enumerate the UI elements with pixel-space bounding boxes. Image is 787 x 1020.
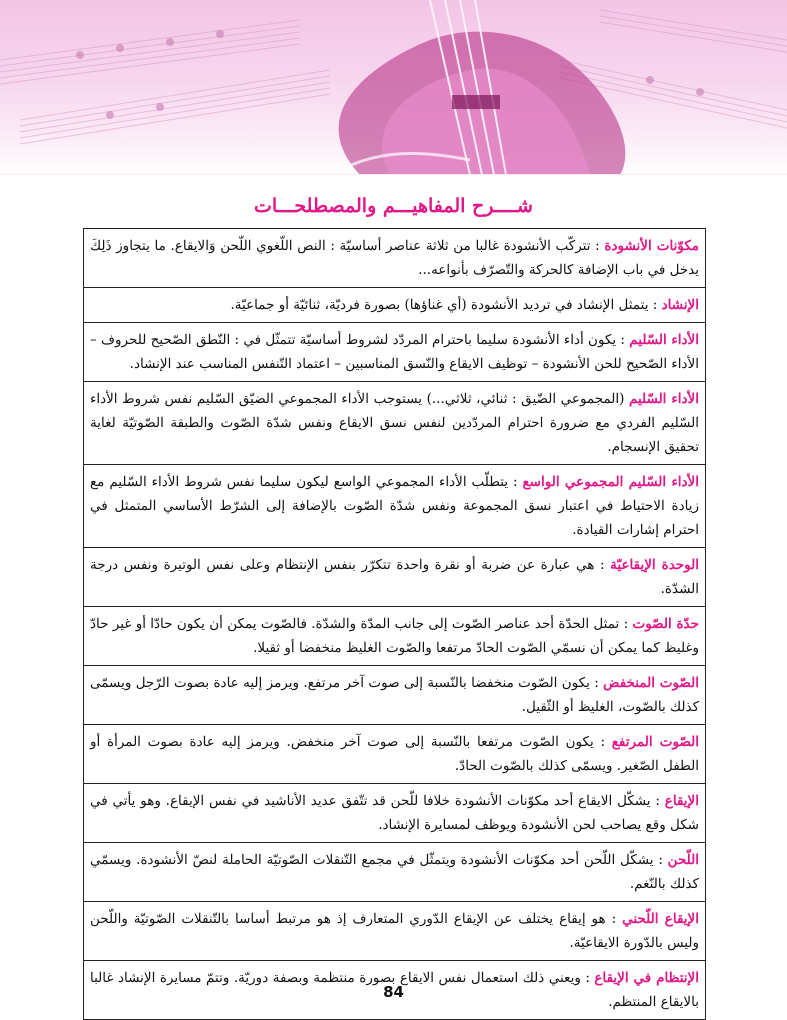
term-separator: : <box>508 474 523 490</box>
glossary-term: الوحدة الإيقاعيّة <box>610 557 699 573</box>
term-separator: : <box>619 616 633 632</box>
term-separator: : <box>589 675 604 691</box>
glossary-definition: يشكّل اللّحن أحد مكوّنات الأنشودة ويتمثّل في مجمع التّنقلات الصّوتيّة الحاملة لنصّ الأنشودة. ويسمّي كذلك بالنّغم. <box>90 852 699 892</box>
glossary-term: الإيقاع <box>664 793 699 809</box>
term-separator: : <box>590 238 605 254</box>
glossary-definition: يتطلّب الأداء المجموعي الواسع ليكون سليما نفس شروط الأداء السّليم مع زيادة الاحتياط في اعتبار نسق المجموعة ونفس شدّة الصّوت بالإضافة إلى الشرّط الأساسي المتمثل في احترام إشارات القيادة. <box>90 474 699 538</box>
term-separator: : <box>648 297 662 313</box>
glossary-term: الأداء السّليم <box>629 391 699 407</box>
glossary-term: مكوّنات الأنشودة <box>604 238 700 254</box>
glossary-row <box>84 725 705 784</box>
glossary-definition: يكون الصّوت مرتفعا بالنّسبة إلى صوت آخر منخفض. ويرمز إليه عادة بصوت المرأة أو الطفل الصّغير. ويسمّى كذلك بالصّوت الحادّ. <box>90 734 699 774</box>
term-separator: : <box>616 332 630 348</box>
glossary-definition: هي عبارة عن ضربة أو نقرة واحدة تتكرّر بنفس الإنتظام وعلى نفس الوتيرة ونفس درجة الشدّة. <box>90 557 699 597</box>
glossary-row <box>84 382 705 465</box>
glossary-row <box>84 288 705 323</box>
glossary-definition: هو إيقاع يختلف عن الإيقاع الدّوري المتعارف إذ هو مرتبط أساسا بالتّنقلات الصّوتيّة واللّحن وليس بالدّورة الايقاعيّة. <box>90 911 699 951</box>
term-separator: : <box>650 793 665 809</box>
glossary-definition: يشكّل الايقاع أحد مكوّنات الأنشودة خلافا للّحن قد تتّفق عديد الأناشيد في نفس الإيقاع. وهو يأتي في شكل وقع يصاحب لحن الأنشودة ويوظف لمسايرة الإنشاد. <box>90 793 699 833</box>
glossary-definition: يتمثل الإنشاد في ترديد الأنشودة (أي غناؤها) بصورة فرديّة، ثنائيّة أو جماعيّة. <box>230 297 649 313</box>
banner-divider <box>0 174 787 175</box>
glossary-definition: ويعني ذلك استعمال نفس الايقاع بصورة منتظمة وبصفة دوريّة. وتتمّ مسايرة الإنشاد غالبا بالايقاع المنتظم. <box>90 970 699 1010</box>
page-title: شــــرح المفاهيـــم والمصطلحـــات <box>254 195 533 217</box>
glossary-term: الأداء السّليم المجموعي الواسع <box>522 474 700 490</box>
glossary-term: الصّوت المنخفض <box>603 675 700 691</box>
glossary-term: حدّة الصّوت <box>632 616 699 632</box>
glossary-row <box>84 843 705 902</box>
glossary-table <box>83 228 706 1020</box>
glossary-definition: يكون أداء الأنشودة سليما باحترام المردّد لشروط أساسيّة تتمثّل في : النّطق الصّحيح للحروف – الأداء الصّحيح للحن الأنشودة – توظيف الايقاع والنّسق المناسبين – اعتماد التّنفس المناسب عند الإنشاد. <box>90 332 699 372</box>
glossary-row <box>84 465 705 548</box>
term-separator: : <box>594 557 611 573</box>
glossary-term: الإنتظام في الإيقاع <box>594 970 699 986</box>
glossary-definition: (المجموعي الضّيق : ثنائي، ثلاثي...) يستوجب الأداء المجموعي الضيّق السّليم نفس شروط الأداء السّليم الفردي مع ضرورة احترام المردّدين لنفس نسق الايقاع ونفس شدّة الصّوت والطبقة الصّوتيّة لغاية تحقيق الإنسجام. <box>90 391 699 455</box>
term-separator: : <box>653 852 668 868</box>
glossary-term: الإيقاع اللّحني <box>622 911 699 927</box>
term-separator: : <box>580 970 595 986</box>
glossary-row <box>84 229 705 288</box>
term-separator: : <box>605 911 623 927</box>
glossary-term: الأداء السّليم <box>629 332 699 348</box>
glossary-row <box>84 784 705 843</box>
glossary-term: اللّحن <box>667 852 699 868</box>
glossary-row <box>84 607 705 666</box>
page-number: 84 <box>383 983 404 1001</box>
violin-sheet-music-illustration <box>0 0 787 175</box>
term-separator: : <box>593 734 612 750</box>
glossary-row <box>84 902 705 961</box>
header-banner <box>0 0 787 175</box>
glossary-definition: تمثل الحدّة أحد عناصر الصّوت إلى جانب المدّة والشدّة. فالصّوت يمكن أن يكون حادّا أو غير حادّ وغليظ كما يمكن أن نسمّي الصّوت الحادّ مرتفعا والصّوت الغليظ منخفضا أو ثقيلا. <box>90 616 699 656</box>
glossary-row <box>84 548 705 607</box>
glossary-row <box>84 666 705 725</box>
glossary-row <box>84 323 705 382</box>
glossary-definition: يكون الصّوت منخفضا بالنّسبة إلى صوت آخر مرتفع. ويرمز إليه عادة بصوت الرّجل ويسمّى كذلك بالصّوت، الغليظ أو الثّقيل. <box>90 675 699 715</box>
glossary-term: الصّوت المرتفع <box>611 734 700 750</box>
glossary-definition: تتركّب الأنشودة غالبا من ثلاثة عناصر أساسيّة : النص اللّغوي اللّحن وَالايقاع. ما يتجاوز ذَلِكَ يدخل في باب الإضافة كالحركة والتّصرّف بأنواعه... <box>90 238 699 278</box>
glossary-term: الإنشاد <box>661 297 699 313</box>
